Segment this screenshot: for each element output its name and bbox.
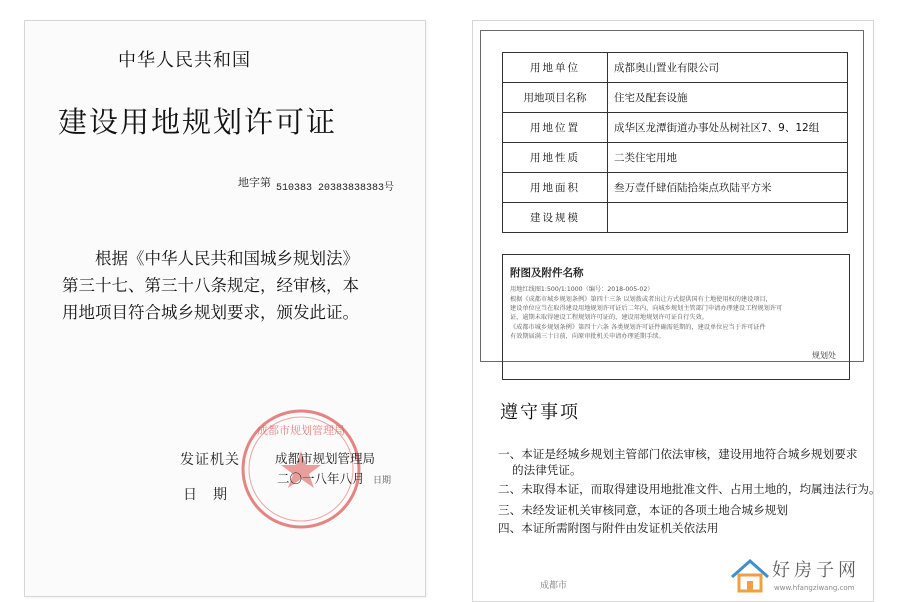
svg-text:成都市规划管理局: 成都市规划管理局 — [257, 424, 345, 437]
notice-item: 的法律凭证。 — [512, 463, 582, 477]
table-row — [503, 203, 848, 233]
watermark-url: www.hfangziwang.com — [774, 584, 855, 592]
attachment-line: 用地红线图1:500/1:1000（编号：2018-005-02） — [510, 286, 654, 293]
attachment-line: 《成都市城乡规划条例》第四十六条 各类规划许可证件确需延期的，建设单位应当于许可证件 — [510, 324, 766, 331]
land-info-table — [502, 52, 848, 233]
watermark-text: 好房子网 — [772, 560, 860, 581]
notice-item: 三、未经发证机关审核同意，本证的各项土地合城乡规划 — [498, 503, 788, 517]
certificate-body-text: 根据《中华人民共和国城乡规划法》第三十七、第三十八条规定，经审核，本用地项目符合城乡规划要求，颁发此证。 — [62, 249, 359, 322]
issuer-value: 成都市规划管理局 — [275, 451, 376, 466]
notice-title: 遵守事项 — [500, 402, 580, 423]
notice-item: 一、本证是经城乡规划主管部门依法审核，建设用地符合城乡规划要求 — [498, 447, 858, 461]
row-label: 用地性质 — [503, 143, 608, 173]
issuer-label: 发证机关 — [180, 452, 240, 468]
row-value: 二类住宅用地 — [608, 143, 848, 173]
certificate-title: 建设用地规划许可证 — [58, 105, 338, 139]
row-value: 叁万壹仟肆佰陆拾柒点玖陆平方米 — [608, 173, 848, 203]
notice-item: 四、本证所需附图与附件由发证机关依法用 — [498, 521, 719, 535]
permit-number-value: 510383 20383838383号 — [276, 183, 395, 194]
row-label: 用地位置 — [503, 113, 608, 143]
date-tail-note: 日期 — [373, 476, 392, 486]
date-label: 日期 — [183, 487, 243, 503]
row-label: 用地面积 — [503, 173, 608, 203]
notice-item: 二、未取得本证，而取得建设用地批准文件、占用土地的，均属违法行为。 — [498, 482, 881, 496]
table-row — [503, 173, 848, 203]
table-row — [503, 113, 848, 143]
row-value: 成都奥山置业有限公司 — [608, 53, 848, 83]
row-label: 建设规模 — [503, 203, 608, 233]
attachment-line: 有效期届满三十日前，向原审批机关申请办理延期手续。 — [510, 333, 665, 340]
row-label: 用地项目名称 — [503, 83, 608, 113]
attachments-title: 附图及附件名称 — [510, 267, 584, 279]
permit-number-label: 地字第 — [238, 176, 271, 189]
date-value: 二〇一八年八月 — [277, 471, 365, 486]
row-value: 住宅及配套设施 — [608, 83, 848, 113]
table-row — [503, 143, 848, 173]
table-row — [503, 53, 848, 83]
table-row — [503, 83, 848, 113]
notice-footer: 成都市 — [540, 581, 568, 591]
row-value — [608, 203, 848, 233]
attachment-tail-note: 规划处 — [812, 351, 836, 360]
attachment-line: 根据《成都市城乡规划条例》第四十三条 以划拨或者出让方式提供国有土地使用权的建设项目， — [510, 296, 772, 303]
row-value: 成华区龙潭街道办事处丛树社区7、9、12组 — [608, 113, 848, 143]
row-label: 用地单位 — [503, 53, 608, 83]
attachment-line: 建设单位应当在取得建设用地规划许可证后二年内，向城乡规划主管部门申请办理建设工程规划许可 — [510, 305, 783, 312]
attachment-line: 证，逾期未取得建设工程规划许可证的，建设用地规划许可证自行失效。 — [510, 314, 708, 321]
country-name: 中华人民共和国 — [118, 50, 251, 71]
